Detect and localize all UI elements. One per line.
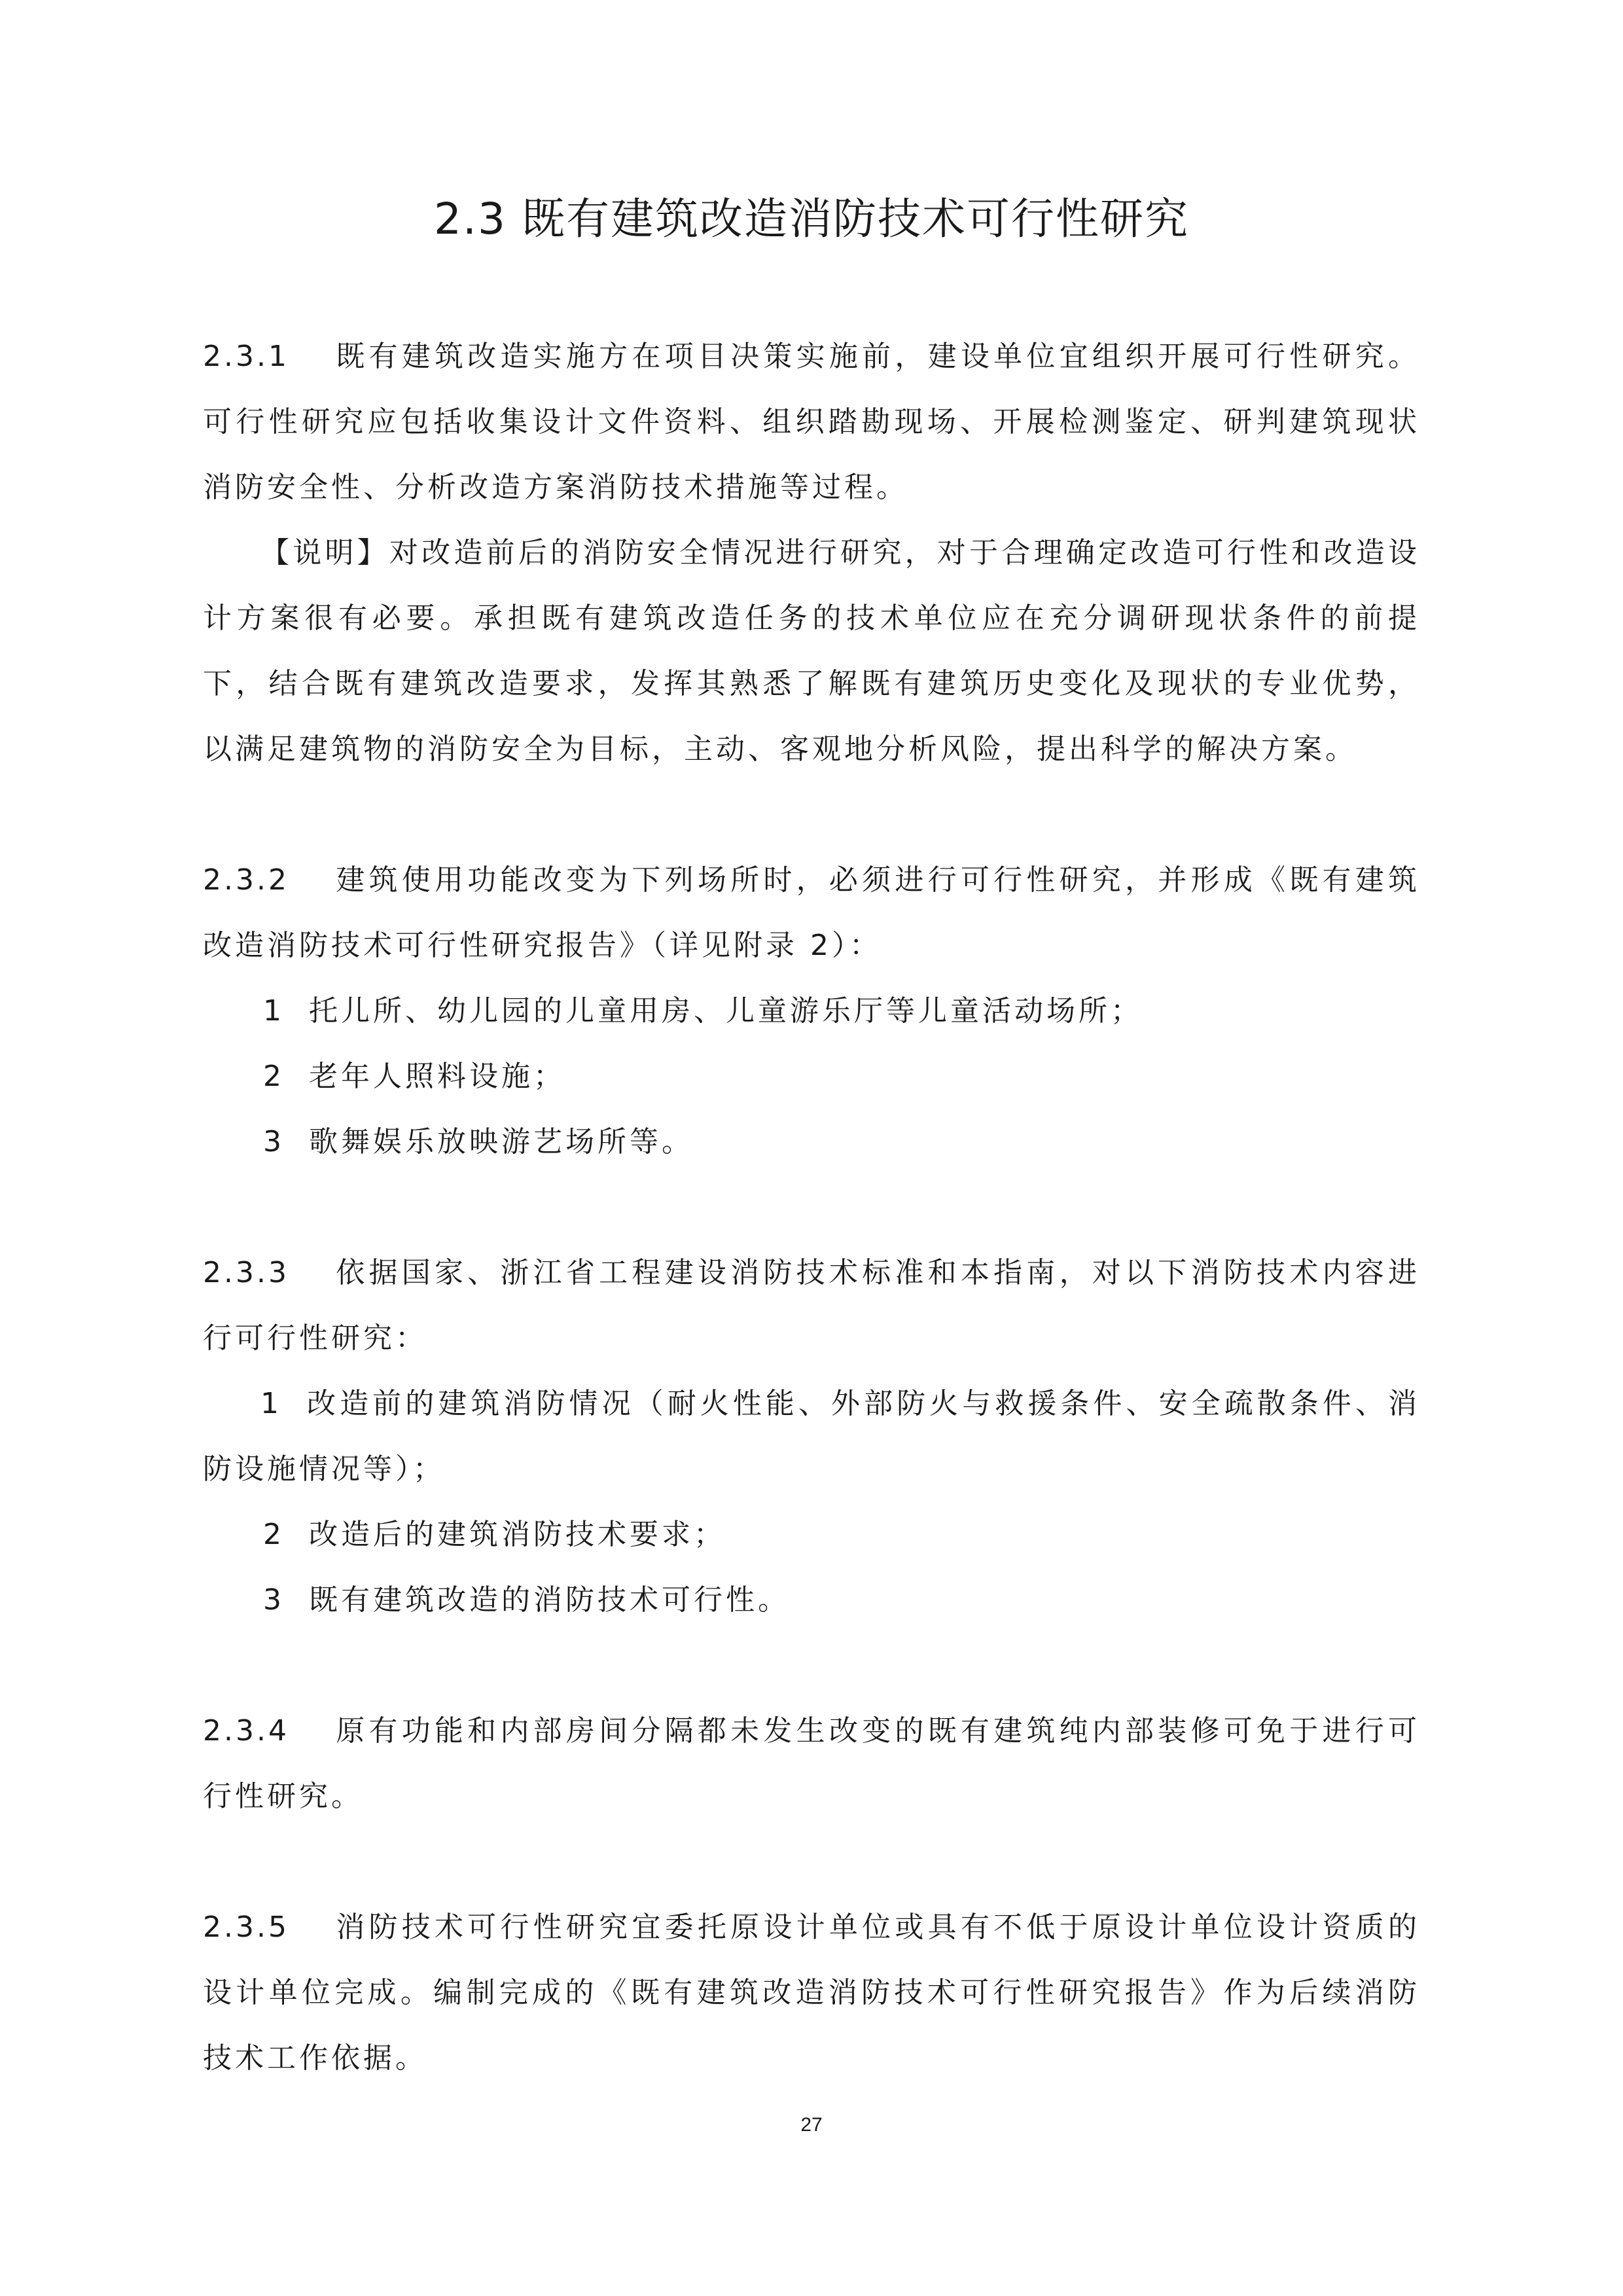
list-item (203, 1109, 1420, 1175)
list-item-number: 1 (260, 1387, 282, 1420)
clause-2-3-3 (203, 1240, 1420, 1633)
list-item (203, 1502, 1420, 1568)
list-item-number: 3 (263, 1583, 285, 1617)
list-item (203, 978, 1420, 1044)
clause-text: 依据国家、浙江省工程建设消防技术标准和本指南，对以下消防技术内容进行可行性研究： (203, 1256, 1420, 1355)
clause-2-3-4 (203, 1698, 1420, 1829)
clause-number: 2.3.3 (203, 1256, 289, 1289)
clause-2-3-2 (203, 848, 1420, 1175)
clause-text: 消防技术可行性研究宜委托原设计单位或具有不低于原设计单位设计资质的设计单位完成。编制完成的《既有建筑改造消防技术可行性研究报告》作为后续消防技术工作依据。 (203, 1910, 1420, 2075)
list-item (203, 1568, 1420, 1633)
list-item-number: 3 (263, 1125, 285, 1158)
clause-number: 2.3.5 (203, 1910, 289, 1944)
list-item (203, 1044, 1420, 1109)
section-title: 2.3 既有建筑改造消防技术可行性研究 (434, 194, 1189, 244)
clause-number: 2.3.4 (203, 1714, 289, 1748)
list-item-text: 老年人照料设施； (309, 1060, 565, 1093)
clause-text: 既有建筑改造实施方在项目决策实施前，建设单位宜组织开展可行性研究。可行性研究应包括收集设计文件资料、组织踏勘现场、开展检测鉴定、研判建筑现状消防安全性、分析改造方案消防技术措施等过程。 (203, 340, 1420, 504)
clause-number: 2.3.2 (203, 863, 289, 897)
list-item-text: 改造后的建筑消防技术要求； (309, 1518, 726, 1551)
clause-text: 建筑使用功能改变为下列场所时，必须进行可行性研究，并形成《既有建筑改造消防技术可行性研究报告》（详见附录 2）： (203, 863, 1420, 962)
list-item-number: 1 (263, 994, 285, 1028)
clause-note: 【说明】对改造前后的消防安全情况进行研究，对于合理确定改造可行性和改造设计方案很有必要。承担既有建筑改造任务的技术单位应在充分调研现状条件的前提下，结合既有建筑改造要求，发挥其熟悉了解既有建筑历史变化及现状的专业优势，以满足建筑物的消防安全为目标，主动、客观地分析风险，提出科学的解决方案。 (203, 536, 1420, 766)
list-item (203, 1371, 1420, 1502)
section-content (203, 324, 1420, 2091)
list-item-text: 既有建筑改造的消防技术可行性。 (309, 1583, 790, 1617)
clause-2-3-5 (203, 1895, 1420, 2091)
page-number: 27 (800, 2114, 823, 2136)
clause-2-3-1 (203, 324, 1420, 782)
list-item-text: 歌舞娱乐放映游艺场所等。 (309, 1125, 694, 1158)
clause-number: 2.3.1 (203, 340, 289, 373)
clause-text: 原有功能和内部房间分隔都未发生改变的既有建筑纯内部装修可免于进行可行性研究。 (203, 1714, 1420, 1813)
list-item-number: 2 (263, 1060, 285, 1093)
list-item-text: 改造前的建筑消防情况（耐火性能、外部防火与救援条件、安全疏散条件、消防设施情况等）； (203, 1387, 1420, 1486)
list-item-number: 2 (263, 1518, 285, 1551)
list-item-text: 托儿所、幼儿园的儿童用房、儿童游乐厅等儿童活动场所； (309, 994, 1143, 1028)
